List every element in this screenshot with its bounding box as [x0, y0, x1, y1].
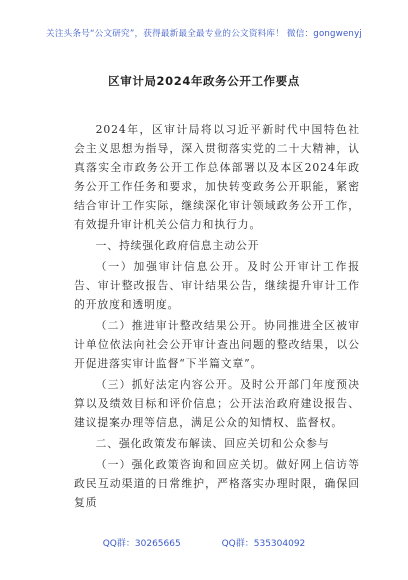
footer-qq-groups [0, 536, 408, 549]
item-paragraph: （一）强化政策咨询和回应关切。做好网上信访等政民互动渠道的日常维护，严格落实办理时限，确保回复质 [74, 458, 360, 509]
intro-paragraph: 2024年，区审计局将以习近平新时代中国特色社会主义思想为指导，深入贯彻落实党的二十大精神，认真落实全市政务公开工作总体部署以及本区2024年政务公开工作任务和要求，加快转变政务公开职能，紧密结合审计工作实际，继续深化审计领域政务公开工作，有效提升审计机关公信力和执行力。 [74, 123, 360, 231]
item-paragraph: （二）推进审计整改结果公开。协同推进全区被审计单位依法向社会公开审计查出问题的整改结果，以公开促进落实审计监督“下半篇文章”。 [74, 319, 360, 370]
item-paragraph: （一）加强审计信息公开。及时公开审计工作报告、审计整改报告、审计结果公告，继续提升审计工作的开放度和透明度。 [74, 260, 360, 311]
qq-group-1: QQ群：30265665 [102, 539, 181, 549]
item-paragraph: （三）抓好法定内容公开。及时公开部门年度预决算以及绩效目标和评价信息；公开法治政府建设报告、建议提案办理等信息，满足公众的知情权、监督权。 [74, 378, 360, 429]
qq-group-2: QQ群：535304092 [221, 539, 306, 549]
promo-banner: 关注头条号“公文研究”，获得最新最全最专业的公文资料库！ 微信：gongwenyj [46, 29, 362, 39]
section-heading-1: 一、持续强化政府信息主动公开 [95, 239, 260, 252]
section-heading-2: 二、强化政策发布解读、回应关切和公众参与 [95, 437, 330, 450]
document-body [74, 120, 360, 514]
document-title: 区审计局2024年政务公开工作要点 [108, 74, 300, 88]
